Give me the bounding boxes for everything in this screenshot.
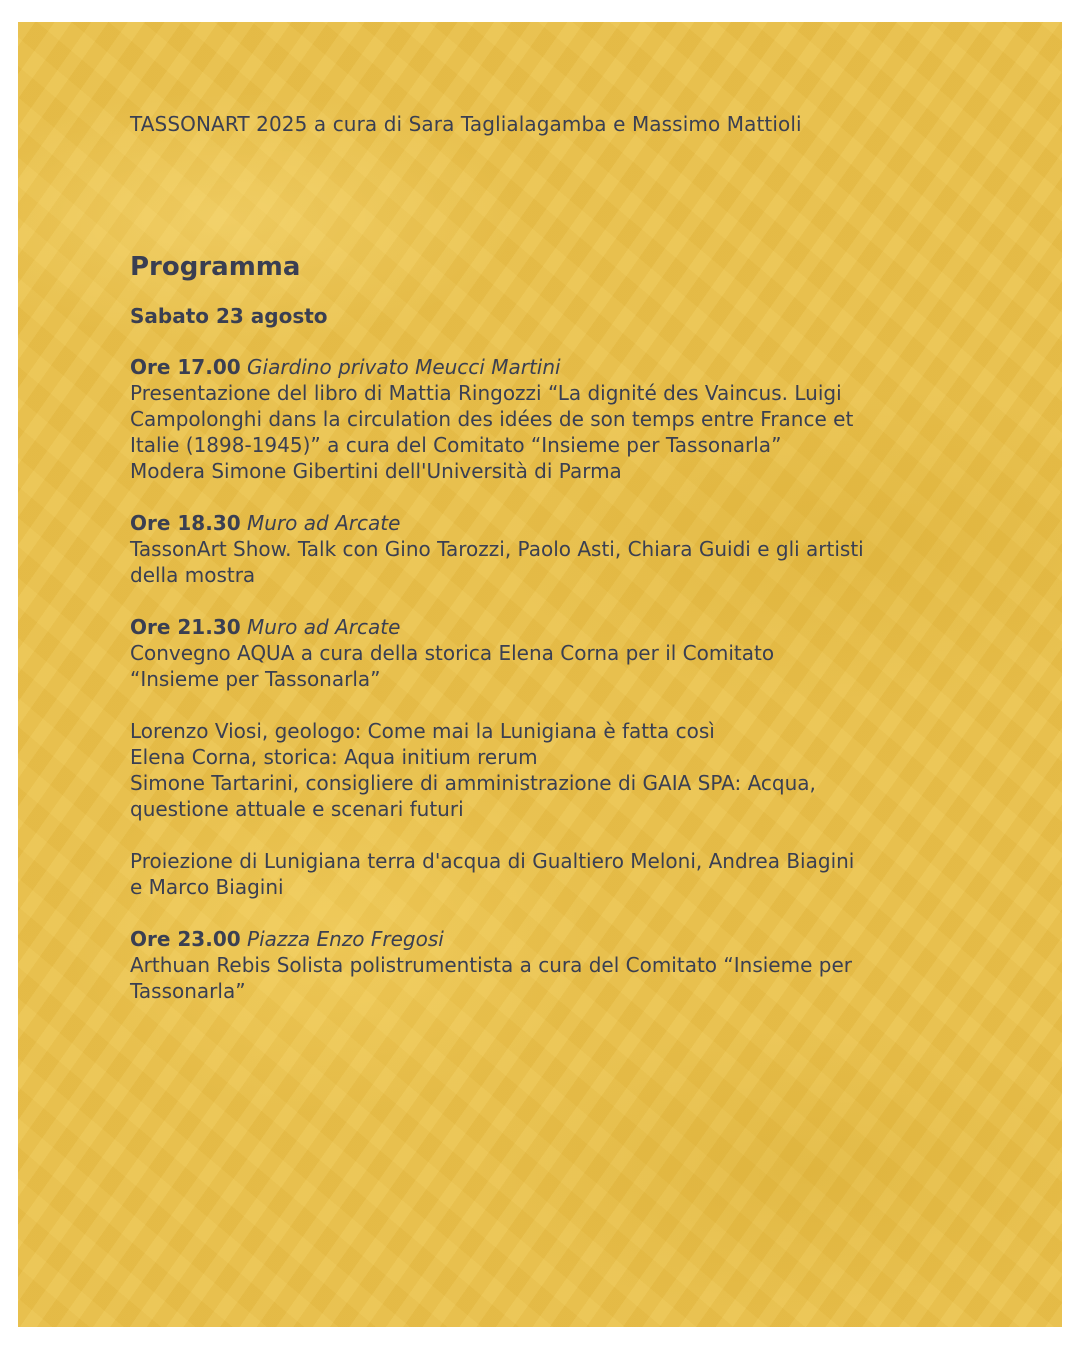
event-place: Muro ad Arcate [247,615,401,639]
event-description-line: della mostra [130,563,256,587]
event-header [130,354,970,380]
projection-line: e Marco Biagini [130,875,284,899]
event-description-line: Presentazione del libro di Mattia Ringozzi “La dignité des Vaincus. Luigi [130,381,842,405]
speakers-list [130,718,970,822]
speaker-line: questione attuale e scenari futuri [130,797,464,821]
event-time: Ore 23.00 [130,927,241,951]
program-title: Programma [130,252,301,282]
event-2300 [130,926,970,1004]
event-description-line: Tassonarla” [130,979,246,1003]
event-place: Piazza Enzo Fregosi [247,927,444,951]
event-time: Ore 17.00 [130,355,241,379]
event-description-line: Italie (1898-1945)” a cura del Comitato “Insieme per Tassonarla” [130,433,782,457]
event-description-line: TassonArt Show. Talk con Gino Tarozzi, Paolo Asti, Chiara Guidi e gli artisti [130,537,864,561]
event-time: Ore 18.30 [130,511,241,535]
event-header [130,926,970,952]
event-description-line: Modera Simone Gibertini dell'Università di Parma [130,459,622,483]
speaker-line: Simone Tartarini, consigliere di amministrazione di GAIA SPA: Acqua, [130,771,816,795]
event-header [130,510,970,536]
program-content [130,110,970,1030]
event-header [130,614,970,640]
event-place: Muro ad Arcate [247,511,401,535]
event-description-line: “Insieme per Tassonarla” [130,667,381,691]
event-time: Ore 21.30 [130,615,241,639]
film-projection [130,848,970,900]
event-description-line: Campolonghi dans la circulation des idées de son temps entre France et [130,407,854,431]
projection-line: Proiezione di Lunigiana terra d'acqua di Gualtiero Meloni, Andrea Biagini [130,849,855,873]
curators-credit: TASSONART 2025 a cura di Sara Taglialagamba e Massimo Mattioli [130,112,802,136]
event-description-line: Arthuan Rebis Solista polistrumentista a cura del Comitato “Insieme per [130,953,852,977]
event-date: Sabato 23 agosto [130,304,328,328]
event-place: Giardino privato Meucci Martini [247,355,561,379]
event-1830 [130,510,970,588]
event-1700 [130,354,970,484]
speaker-line: Elena Corna, storica: Aqua initium rerum [130,745,538,769]
speaker-line: Lorenzo Viosi, geologo: Come mai la Lunigiana è fatta così [130,719,715,743]
event-2130 [130,614,970,692]
poster-background [18,22,1062,1327]
event-description-line: Convegno AQUA a cura della storica Elena Corna per il Comitato [130,641,775,665]
